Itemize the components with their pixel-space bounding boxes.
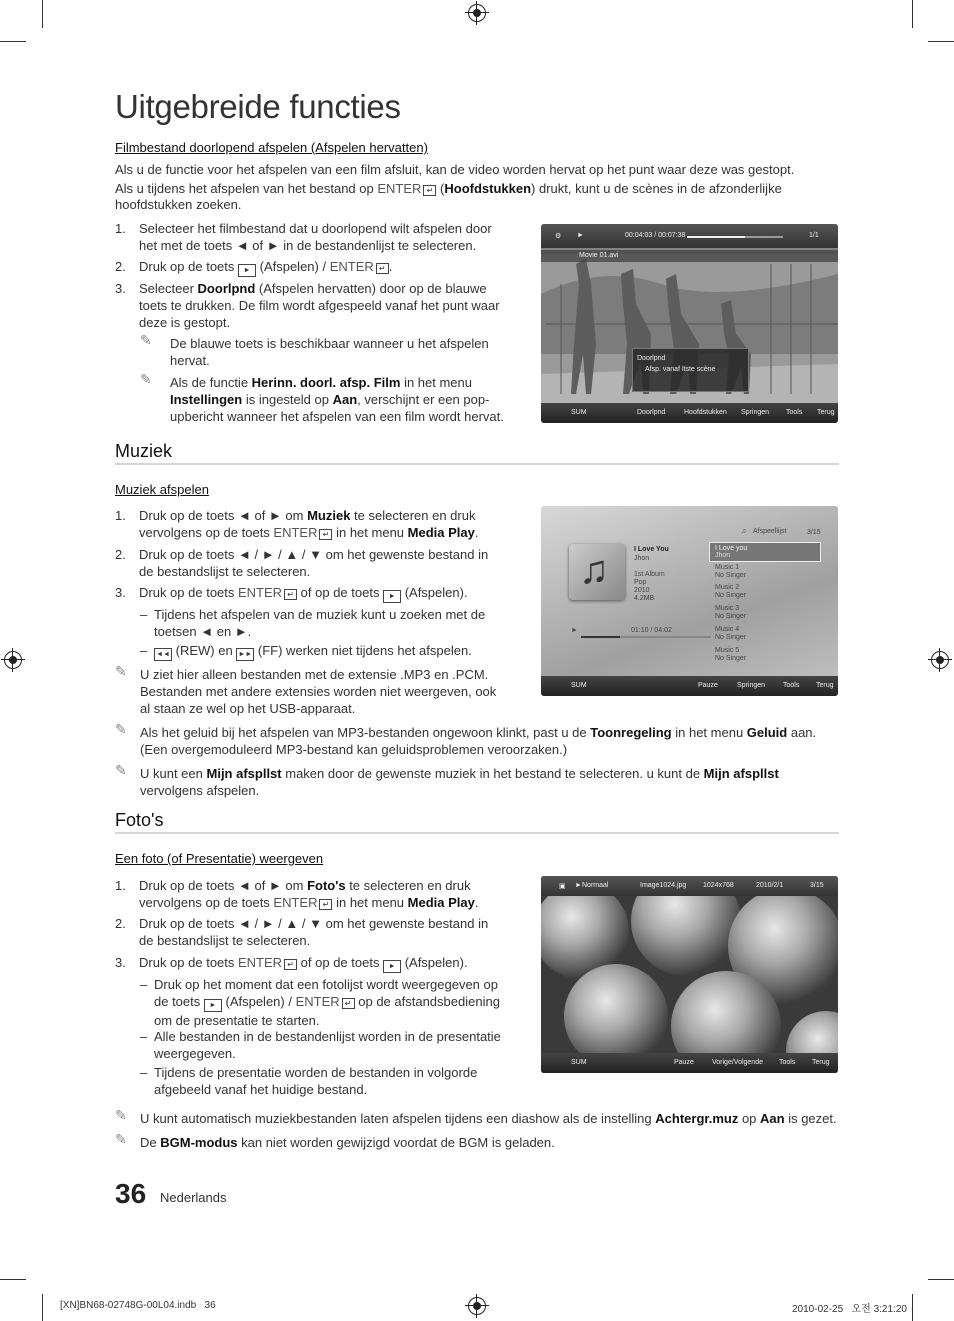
print-date-info: 2010-02-25 오전 3:21:20	[792, 1304, 907, 1315]
play-key-icon: ►	[383, 590, 401, 603]
movie-file-name: Movie 01.avi	[579, 252, 619, 259]
photo-date: 2010/2/1	[756, 882, 784, 889]
film-paragraph-1: Als u de functie voor het afspelen van een film afsluit, kan de video worden hervat op het punt waar deze was gestopt.	[115, 162, 795, 177]
note-icon: ✎	[140, 332, 152, 348]
film-reel-icon: ⚙	[555, 233, 562, 240]
subheading-muziek: Muziek afspelen	[115, 482, 209, 497]
note-icon: ✎	[115, 663, 127, 679]
subheading-film: Filmbestand doorlopend afspelen (Afspelen hervatten)	[115, 140, 428, 155]
photo-file-name: Image1024.jpg	[640, 882, 687, 889]
film-paragraph-2: Als u tijdens het afspelen van het bestand op ENTER ↵ (Hoofdstukken) drukt, kunt u de scènes in de afzonderlijke	[115, 181, 782, 196]
song-artist: Jhon	[634, 555, 650, 562]
crop-mark	[42, 0, 43, 28]
playlist-item[interactable]: Music 3 No Singer	[715, 605, 747, 620]
movie-screenshot	[541, 224, 838, 423]
section-divider	[115, 832, 839, 834]
page-language: Nederlands	[160, 1190, 227, 1205]
movie-bottom-bar	[541, 403, 838, 423]
play-key-icon: ►	[383, 960, 401, 973]
registration-mark-icon	[4, 651, 22, 669]
prev-next-button[interactable]: Vorige/Volgende	[712, 1059, 763, 1066]
note-icon: ✎	[140, 371, 152, 387]
chapters-button[interactable]: Hoofdstukken	[684, 409, 727, 416]
note-icon: ✎	[115, 721, 127, 737]
photo-count: 3/15	[810, 882, 824, 889]
note-icon: ✎	[115, 1107, 127, 1123]
crop-mark	[42, 1294, 43, 1321]
music-note-1: U ziet hier alleen bestanden met de extensie .MP3 en .PCM. Bestanden met andere extensies worden niet weergeven, ook al staan ze wel op het USB-apparaat.	[140, 667, 497, 716]
album-art	[569, 544, 625, 600]
rew-key-icon: ◄◄	[154, 648, 172, 661]
popup-option-resume[interactable]: Doorlpnd	[637, 355, 666, 362]
apples-image	[541, 876, 838, 1073]
resume-button[interactable]: Doorlpnd	[637, 409, 666, 416]
playlist-label: Afspeellijst	[753, 528, 787, 535]
ff-key-icon: ►►	[236, 648, 254, 661]
photo-icon: ▣	[559, 883, 566, 890]
music-note-2: Als het geluid bij het afspelen van MP3-bestanden ongewoon klinkt, past u de Toonregeling in het menu Geluid aan. (Een overgemoduleerd MP3-bestand kan geluidsproblemen veroorzaken.)	[140, 725, 817, 757]
registration-mark-icon	[468, 1297, 486, 1315]
music-time: 01:10 / 04:02	[631, 627, 672, 634]
jump-button[interactable]: Springen	[741, 409, 770, 416]
note-icon: ✎	[115, 1131, 127, 1147]
film-note-1: De blauwe toets is beschikbaar wanneer u het afspelen hervat.	[170, 336, 489, 368]
popup-option-last-scene[interactable]: Afsp. vanaf ltste scène	[645, 366, 716, 373]
sum-label: SUM	[571, 1059, 587, 1066]
page-number: 36	[115, 1178, 147, 1209]
pause-button[interactable]: Pauze	[698, 682, 718, 689]
photo-screenshot	[541, 876, 838, 1073]
song-album: 1st Album	[634, 571, 665, 578]
playlist-item[interactable]: Music 5 No Singer	[715, 647, 747, 662]
section-divider	[115, 463, 839, 465]
section-title-muziek: Muziek	[115, 441, 173, 461]
music-count: 3/15	[807, 529, 821, 536]
note-icon: ✎	[115, 762, 127, 778]
crop-mark	[0, 1279, 26, 1280]
music-progress-bar[interactable]	[581, 636, 711, 638]
sum-label: SUM	[571, 682, 587, 689]
photo-bottom-bar	[541, 1053, 838, 1073]
pause-button[interactable]: Pauze	[674, 1059, 694, 1066]
jump-button[interactable]: Springen	[737, 682, 766, 689]
film-paragraph-2b: hoofdstukken zoeken.	[115, 197, 242, 212]
crop-mark	[928, 1279, 954, 1280]
movie-progress-bar[interactable]	[687, 236, 783, 238]
registration-mark-icon	[468, 4, 486, 22]
playlist-item[interactable]: Music 2 No Singer	[715, 584, 747, 599]
crop-mark	[0, 41, 26, 42]
movie-file-bar	[541, 250, 838, 262]
crop-mark	[912, 0, 913, 28]
photo-resolution: 1024x768	[703, 882, 734, 889]
print-file-info: [XN]BN68-02748G-00L04.indb 36	[60, 1300, 216, 1311]
tools-button[interactable]: Tools	[786, 409, 803, 416]
song-genre: Pop	[634, 579, 647, 586]
sum-label: SUM	[571, 409, 587, 416]
crop-mark	[912, 1294, 913, 1321]
playlist-icon: ♫	[741, 528, 747, 535]
movie-count: 1/1	[809, 232, 819, 239]
playlist-item-selected[interactable]: I Love you Jhon	[709, 542, 821, 562]
movie-time: 00:04:03 / 00:07:38	[625, 232, 686, 239]
movie-top-bar	[541, 224, 838, 248]
tools-button[interactable]: Tools	[783, 682, 800, 689]
photo-top-bar	[541, 876, 838, 896]
playlist-item[interactable]: Music 1 No Singer	[715, 564, 747, 579]
film-note-2: Als de functie Herinn. doorl. afsp. Film in het menu Instellingen is ingesteld op Aan, verschijnt er een pop- upbericht wanneer het afspelen van een film wordt hervat.	[170, 375, 504, 424]
play-icon: ►	[571, 627, 578, 634]
music-screenshot	[541, 506, 838, 696]
play-icon: ►	[575, 882, 582, 889]
back-button[interactable]: Terug	[817, 409, 835, 416]
section-title-fotos: Foto's	[115, 810, 164, 830]
song-year: 2010	[634, 587, 650, 594]
back-button[interactable]: Terug	[812, 1059, 830, 1066]
page-title: Uitgebreide functies	[115, 88, 401, 125]
registration-mark-icon	[931, 651, 949, 669]
play-key-icon: ►	[238, 264, 256, 277]
photo-mode: Normaal	[582, 882, 609, 889]
play-key-icon: ►	[204, 999, 222, 1012]
resume-popup[interactable]	[632, 348, 749, 392]
playlist-item[interactable]: Music 4 No Singer	[715, 626, 747, 641]
photo-note-1: U kunt automatisch muziekbestanden laten afspelen tijdens een diashow als de instelling Achtergr.muz op Aan is gezet.	[140, 1111, 837, 1126]
crop-mark	[928, 41, 954, 42]
music-note-icon: ♫	[579, 548, 609, 592]
music-note-3: U kunt een Mijn afspllst maken door de gewenste muziek in het bestand te selecteren. u kunt de Mijn afspllst vervolgens afspelen.	[140, 766, 779, 798]
song-size: 4.2MB	[634, 595, 655, 602]
song-title: I Love You	[634, 546, 669, 553]
tools-button[interactable]: Tools	[779, 1059, 796, 1066]
photo-note-2: De BGM-modus kan niet worden gewijzigd voordat de BGM is geladen.	[140, 1135, 555, 1150]
subheading-fotos: Een foto (of Presentatie) weergeven	[115, 851, 324, 866]
play-icon: ►	[577, 232, 584, 239]
back-button[interactable]: Terug	[816, 682, 834, 689]
music-bottom-bar	[541, 676, 838, 696]
